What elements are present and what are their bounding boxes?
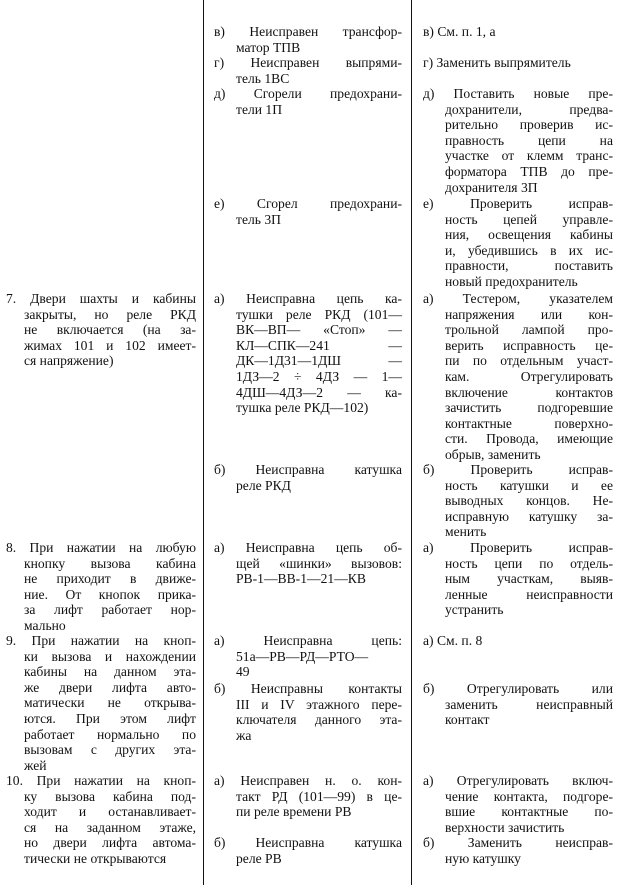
text-line: реле РКД: [236, 477, 291, 493]
text-line: реле РВ: [236, 850, 282, 866]
text-line: а) Неисправна цепь об-: [214, 540, 402, 555]
text-line: а) Неисправен н. о. кон-: [214, 773, 402, 788]
text-line: ключателя данного эта-: [236, 712, 402, 728]
text-line: ленные неисправности: [445, 586, 613, 602]
text-line: включение контактов: [445, 384, 613, 400]
text-line: ся на заданном этаже,: [24, 819, 196, 835]
text-line: а) См. п. 8: [423, 633, 483, 648]
text-line: форматора ТПВ до пре-: [445, 163, 613, 179]
text-line: пи реле времени РВ: [236, 804, 352, 820]
text-line: б) Заменить неисправ-: [423, 835, 613, 850]
fault-10b: [214, 835, 402, 866]
text-line: г) Заменить выпрямитель: [423, 55, 571, 70]
text-line: 8. При нажатии на любую: [6, 540, 196, 555]
fix-9a: [423, 633, 613, 649]
text-line: б) Проверить исправ-: [423, 462, 613, 477]
text-line: и, убедившись в их ис-: [445, 242, 613, 258]
fault-9a: [214, 633, 402, 680]
text-line: участке от клемм транс-: [445, 148, 613, 164]
text-line: выводных концов. Не-: [445, 493, 613, 509]
fix-7a: [423, 291, 613, 463]
text-line: рительно проверив ис-: [445, 117, 613, 133]
text-line: кам. Отрегулировать: [445, 368, 613, 384]
fault-9b: [214, 681, 402, 743]
text-line: тели 1П: [236, 101, 283, 117]
fix-v: [423, 24, 613, 40]
fault-g: [214, 55, 402, 86]
column-divider-left: [203, 0, 204, 885]
text-line: тически не открываются: [24, 850, 167, 866]
text-line: III и IV этажного пере-: [236, 696, 402, 712]
text-line: 4ДШ—4ДЗ—2 — ка-: [236, 384, 402, 400]
text-line: ся напряжение): [24, 353, 114, 369]
text-line: верить исправность це-: [445, 337, 613, 353]
text-line: ки вызова и нахождении: [24, 648, 196, 664]
text-line: жа: [236, 727, 252, 743]
fix-8a: [423, 540, 613, 618]
text-line: пи по отдельным участ-: [445, 353, 613, 369]
text-line: 49: [236, 664, 250, 680]
text-line: а) Проверить исправ-: [423, 540, 613, 555]
text-line: КЛ—СПК—241 —: [236, 337, 402, 353]
fault-d: [214, 86, 402, 117]
text-line: ходит и останавливает-: [24, 804, 196, 820]
column-divider-right: [411, 0, 412, 885]
text-line: тель 3П: [236, 211, 281, 227]
text-line: кнопку вызова кабина: [24, 555, 196, 571]
text-line: вызовам с других эта-: [24, 742, 196, 758]
text-line: ность катушки и ее: [445, 477, 613, 493]
text-line: ность цепей управле-: [445, 211, 613, 227]
text-line: чение контакта, подгоре-: [445, 788, 613, 804]
text-line: ются. При этом лифт: [24, 710, 196, 726]
text-line: правность цепи на: [445, 132, 613, 148]
text-line: а) Отрегулировать включ-: [423, 773, 613, 788]
text-line: обрыв, заменить: [445, 446, 541, 462]
text-line: ным участкам, выяв-: [445, 571, 613, 587]
text-line: в) См. п. 1, а: [423, 24, 496, 39]
text-line: тушки реле РКД (101—: [236, 306, 402, 322]
text-line: ную катушку: [445, 850, 521, 866]
fault-8a: [214, 540, 402, 587]
text-line: за лифт работает нор-: [24, 602, 196, 618]
fix-e: [423, 196, 613, 290]
fix-10a: [423, 773, 613, 835]
text-line: б) Неисправны контакты: [214, 681, 402, 696]
text-line: а) Неисправна цепь:: [214, 633, 402, 648]
text-line: не включается (на за-: [24, 322, 196, 338]
text-line: 10. При нажатии на кноп-: [6, 773, 196, 788]
text-line: исправную катушку за-: [445, 508, 613, 524]
text-line: РВ-1—ВВ-1—21—КВ: [236, 571, 366, 587]
symptom-10: [6, 773, 196, 867]
text-line: матор ТПВ: [236, 39, 301, 55]
text-line: устранить: [445, 602, 504, 618]
text-line: контакт: [445, 712, 490, 728]
text-line: ние. От кнопок прика-: [24, 586, 196, 602]
text-line: такт РД (101—99) в це-: [236, 788, 402, 804]
text-line: но двери лифта автома-: [24, 835, 196, 851]
text-line: щей «шинки» вызовов:: [236, 555, 402, 571]
text-line: заменить неисправный: [445, 696, 613, 712]
fix-d: [423, 86, 613, 195]
text-line: не приходит в движе-: [24, 571, 196, 587]
text-line: 1ДЗ—2 ÷ 4ДЗ — 1—: [236, 368, 402, 384]
text-line: ВК—ВП— «Стоп» —: [236, 322, 402, 338]
text-line: а) Тестером, указателем: [423, 291, 613, 306]
text-line: е) Проверить исправ-: [423, 196, 613, 211]
fix-10b: [423, 835, 613, 866]
text-line: новый предохранитель: [445, 273, 578, 289]
text-line: 9. При нажатии на кноп-: [6, 633, 196, 648]
symptom-8: [6, 540, 196, 634]
text-line: ку вызова кабина под-: [24, 788, 196, 804]
text-line: мально: [24, 617, 66, 633]
text-line: 7. Двери шахты и кабины: [6, 291, 196, 306]
text-line: контактные поверхно-: [445, 415, 613, 431]
text-line: а) Неисправна цепь ка-: [214, 291, 402, 306]
text-line: правности, поставить: [445, 258, 613, 274]
text-line: б) Отрегулировать или: [423, 681, 613, 696]
text-line: работает нормально по: [24, 726, 196, 742]
text-line: же двери лифта авто-: [24, 679, 196, 695]
fault-7a: [214, 291, 402, 416]
text-line: менить: [445, 524, 487, 540]
text-line: тушка реле РКД—102): [236, 400, 369, 416]
fault-7b: [214, 462, 402, 493]
text-line: жимах 101 и 102 имеет-: [24, 337, 196, 353]
text-line: 51а—РВ—РД—РТО—: [236, 648, 369, 664]
text-line: вшие контактные по-: [445, 804, 613, 820]
text-line: сти. Провода, имеющие: [445, 431, 613, 447]
text-line: ния, освещения кабины: [445, 227, 613, 243]
fix-7b: [423, 462, 613, 540]
text-line: дохранителя 3П: [445, 179, 538, 195]
text-line: б) Неисправна катушка: [214, 835, 402, 850]
fault-e: [214, 196, 402, 227]
text-line: жей: [24, 757, 47, 773]
text-line: е) Сгорел предохрани-: [214, 196, 402, 211]
fix-9b: [423, 681, 613, 728]
fault-10a: [214, 773, 402, 820]
symptom-7: [6, 291, 196, 369]
text-line: трольной лампой про-: [445, 322, 613, 338]
text-line: матически не открыва-: [24, 695, 196, 711]
fix-g: [423, 55, 613, 71]
text-line: д) Сгорели предохрани-: [214, 86, 402, 101]
text-line: ность цепи по отдель-: [445, 555, 613, 571]
text-line: кабины на данном эта-: [24, 664, 196, 680]
text-line: б) Неисправна катушка: [214, 462, 402, 477]
text-line: зачистить подгоревшие: [445, 400, 613, 416]
fault-v: [214, 24, 402, 55]
text-line: в) Неисправен трансфор-: [214, 24, 402, 39]
symptom-9: [6, 633, 196, 773]
text-line: закрыты, но реле РКД: [24, 306, 196, 322]
text-line: тель 1ВС: [236, 70, 290, 86]
text-line: дохранители, предва-: [445, 101, 613, 117]
text-line: верхности зачистить: [445, 819, 565, 835]
text-line: ДК—1Д31—1ДШ —: [236, 353, 402, 369]
text-line: напряжения или кон-: [445, 306, 613, 322]
text-line: д) Поставить новые пре-: [423, 86, 613, 101]
text-line: г) Неисправен выпрями-: [214, 55, 402, 70]
